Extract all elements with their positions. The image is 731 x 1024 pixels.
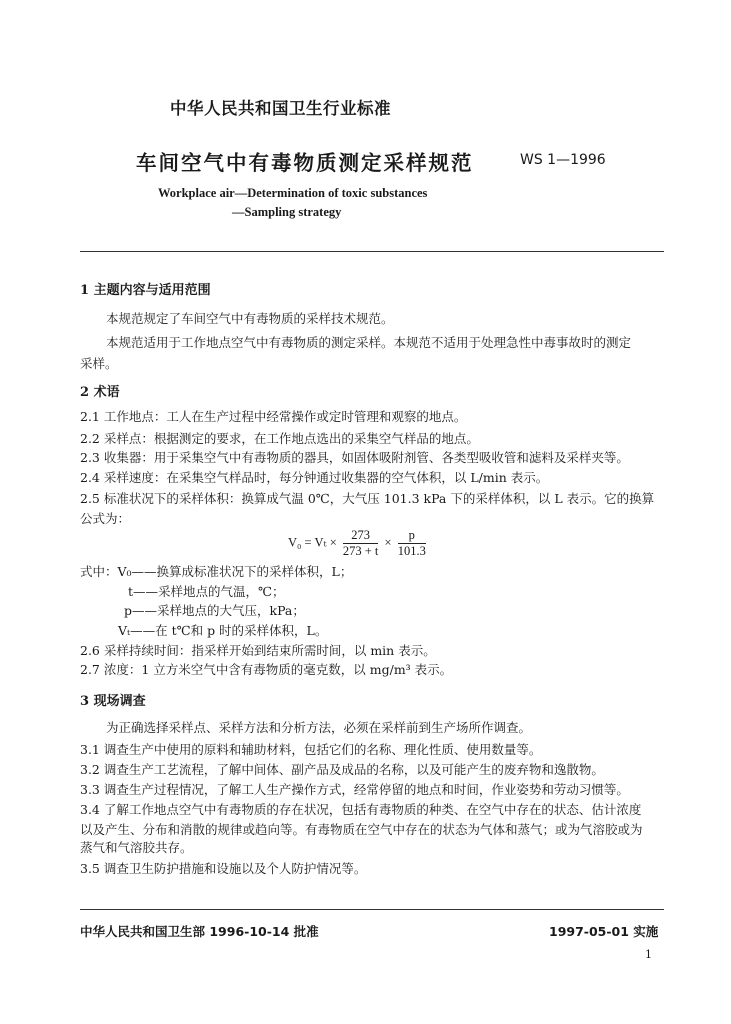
header-divider	[80, 251, 664, 252]
term-2-5: 2.5 标准状况下的采样体积：换算成气温 0℃，大气压 101.3 kPa 下的采样体积，以 L 表示。它的换算	[80, 491, 655, 506]
page-number: 1	[645, 948, 652, 961]
formula-times: ×	[384, 535, 392, 550]
footer-divider	[80, 909, 664, 910]
term-2-4: 2.4 采样速度：在采集空气样品时，每分钟通过收集器的空气体积，以 L/min 表示。	[80, 470, 549, 485]
formula-denominator-1: 273 + t	[342, 544, 379, 558]
term-2-2: 2.2 采样点：根据测定的要求，在工作地点选出的采集空气样品的地点。	[80, 431, 479, 446]
formula-denominator-2: 101.3	[397, 544, 426, 558]
item-3-2: 3.2 调查生产工艺流程，了解中间体、副产品及成品的名称，以及可能产生的废弃物和逸散物。	[80, 762, 604, 777]
formula-fraction-pressure	[398, 528, 426, 559]
section-1-para-1: 本规范规定了车间空气中有毒物质的采样技术规范。	[106, 311, 394, 326]
item-3-5: 3.5 调查卫生防护措施和设施以及个人防护情况等。	[80, 861, 367, 876]
where-vt: Vₜ——在 t℃和 p 时的采样体积，L。	[118, 623, 328, 638]
term-2-6: 2.6 采样持续时间：指采样开始到结束所需时间，以 min 表示。	[80, 643, 436, 658]
section-1-para-2-cont: 采样。	[80, 356, 118, 371]
term-2-1: 2.1 工作地点：工人在生产过程中经常操作或定时管理和观察的地点。	[80, 409, 467, 424]
english-title-line-1: Workplace air—Determination of toxic substances	[158, 186, 428, 200]
item-3-3: 3.3 调查生产过程情况，了解工人生产操作方式，经常停留的地点和时间，作业姿势和劳动习惯等。	[80, 782, 629, 797]
item-3-4: 3.4 了解工作地点空气中有毒物质的存在状况，包括有毒物质的种类、在空气中存在的状态、估计浓度	[80, 802, 642, 817]
where-v0: 式中：V₀——换算成标准状况下的采样体积，L；	[80, 564, 353, 579]
item-3-4-cont-2: 蒸气和气溶胶共存。	[80, 840, 193, 855]
implementation-date: 1997-05-01 实施	[549, 924, 659, 939]
english-title-line-2: —Sampling strategy	[232, 205, 342, 219]
section-3-heading: 3 现场调查	[80, 694, 146, 709]
section-1-heading: 1 主题内容与适用范围	[80, 283, 211, 298]
formula-numerator-1: 273	[343, 528, 379, 544]
formula-numerator-2: p	[398, 528, 426, 544]
section-2-heading: 2 术语	[80, 385, 120, 400]
standard-code: WS 1—1996	[520, 152, 606, 168]
conversion-formula	[288, 528, 429, 562]
item-3-4-cont-1: 以及产生、分布和消散的规律或趋向等。有毒物质在空气中存在的状态为气体和蒸气；或为气溶胶或为	[80, 822, 643, 837]
approval-date: 中华人民共和国卫生部 1996-10-14 批准	[80, 924, 319, 939]
standard-type: 中华人民共和国卫生行业标准	[170, 99, 391, 118]
term-2-3: 2.3 收集器：用于采集空气中有毒物质的器具，如固体吸附剂管、各类型吸收管和滤料及采样夹等。	[80, 450, 629, 465]
section-1-para-2: 本规范适用于工作地点空气中有毒物质的测定采样。本规范不适用于处理急性中毒事故时的测定	[106, 335, 632, 350]
where-t: t——采样地点的气温，℃；	[128, 584, 285, 599]
document-title: 车间空气中有毒物质测定采样规范	[136, 151, 474, 175]
where-p: p——采样地点的大气压，kPa；	[124, 603, 305, 618]
term-2-7: 2.7 浓度：1 立方米空气中含有毒物质的毫克数，以 mg/m³ 表示。	[80, 662, 453, 677]
formula-fraction-temperature	[343, 528, 379, 559]
term-2-5-cont: 公式为：	[80, 511, 131, 526]
item-3-1: 3.1 调查生产中使用的原料和辅助材料，包括它们的名称、理化性质、使用数量等。	[80, 742, 542, 757]
section-3-intro: 为正确选择采样点、采样方法和分析方法，必须在采样前到生产场所作调查。	[106, 720, 532, 735]
formula-left: V₀ = Vₜ ×	[288, 535, 337, 550]
